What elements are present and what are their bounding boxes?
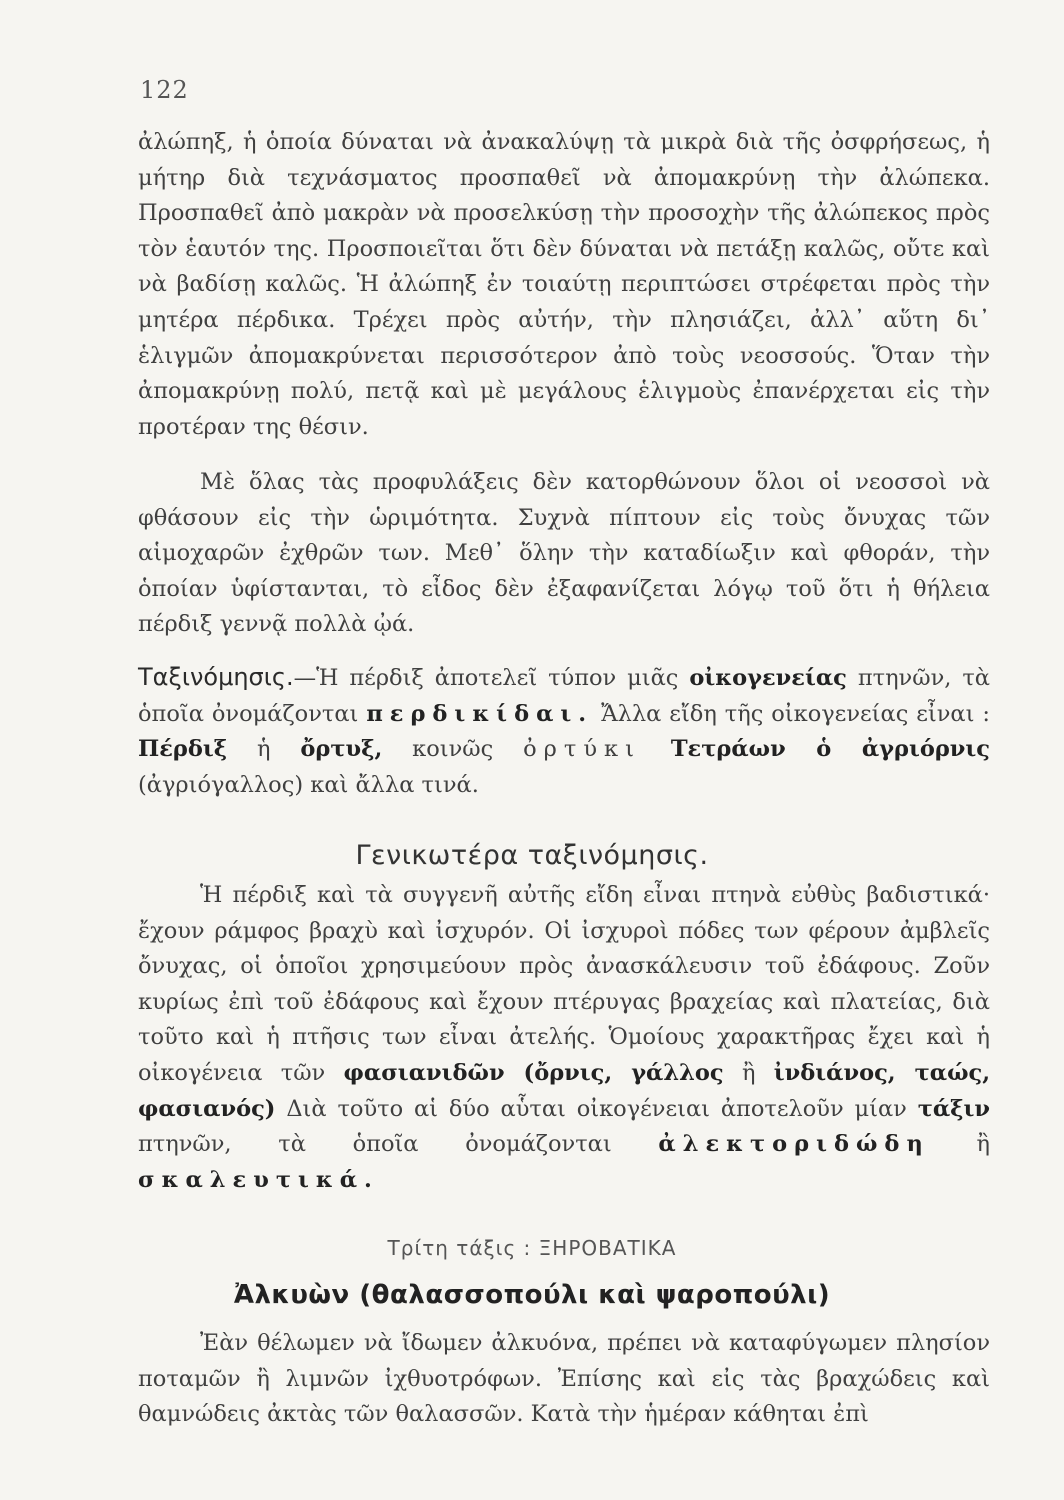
text-run: Ἡ πέρδιξ καὶ τὰ συγγενῆ αὐτῆς εἴδη εἶναι πτηνὰ εὐθὺς βαδιστικά· ἔχουν ράμφος βραχὺ καὶ ἰσχυρόν. Οἱ ἰσχυροὶ πόδες των φέρουν ἀμβλεῖς ὄνυχας, οἱ ὁποῖοι χρησιμεύουν πρὸς ἀνασκάλευσιν τοῦ ἐδάφους. Ζοῦν κυρίως ἐπὶ τοῦ ἐδάφους καὶ ἔχουν πτέρυγας βραχείας καὶ πλατείας, διὰ τοῦτο καὶ ἡ πτῆσις των εἶναι ἀτελής. Ὁμοίους χαρακτῆρας ἔχει καὶ ἡ οἰκογένεια τῶν (138, 882, 990, 1086)
species-tetraon: Τετράων ὁ ἀγριόρνις (670, 736, 991, 763)
paragraph-predators: Μὲ ὅλας τὰς προφυλάξεις δὲν κατορθώνουν ὅλοι οἱ νεοσσοὶ νὰ φθάσουν εἰς τὴν ὡριμότητα. Συχνὰ πίπτουν εἰς τοὺς ὄνυχας τῶν αἱμοχαρῶν ἐχθρῶν των. Μεθ᾿ ὅλην τὴν καταδίωξιν καὶ φθοράν, τὴν ὁποίαν ὑφίστανται, τὸ εἶδος δὲν ἐξαφανίζεται λόγῳ τοῦ ὅτι ἡ θήλεια πέρδιξ γεννᾷ πολλὰ ᾠά. (138, 469, 990, 638)
text-run: ἡ (257, 736, 271, 763)
heading-kingfisher: Ἀλκυὼν (θαλασσοπούλι καὶ ψαροπούλι) (233, 1280, 831, 1310)
text-run: Διὰ τοῦτο αἱ δύο αὗται οἰκογένειαι ἀποτελοῦν μίαν (286, 1095, 907, 1122)
text-run: πτηνῶν, τὰ ὁποῖα ὀνομάζονται (138, 1131, 612, 1158)
term-order: τάξιν (917, 1095, 990, 1122)
term-alektoridodi: ἀλεκτοριδώδη (658, 1131, 930, 1158)
text-run: Ἄλλα εἴδη τῆς οἰκογενείας εἶναι : (601, 700, 990, 727)
text-run: ἢ (976, 1131, 990, 1158)
term-ortyki: ὀρτύκι (523, 736, 641, 763)
paragraph-fox-escape: ἀλώπηξ, ἡ ὁποία δύναται νὰ ἀνακαλύψῃ τὰ μικρὰ διὰ τῆς ὀσφρήσεως, ἡ μήτηρ διὰ τεχνάσματος προσπαθεῖ νὰ ἀπομακρύνῃ τὴν ἀλώπεκα. Προσπαθεῖ ἀπὸ μακρὰν νὰ προσελκύσῃ τὴν προσοχὴν τῆς ἀλώπεκος πρὸς τὸν ἑαυτόν της. Προσποιεῖται ὅτι δὲν δύναται νὰ πετάξῃ καλῶς, οὔτε καὶ νὰ βαδίσῃ καλῶς. Ἡ ἀλώπηξ ἐν τοιαύτῃ περιπτώσει στρέφεται πρὸς τὴν μητέρα πέρδικα. Τρέχει πρὸς αὐτήν, τὴν πλησιάζει, ἀλλ᾿ αὕτη δι᾿ ἑλιγμῶν ἀπομακρύνεται περισσότερον ἀπὸ τοὺς νεοσσούς. Ὅταν τὴν ἀπομακρύνῃ πολύ, πετᾷ καὶ μὲ μεγάλους ἑλιγμοὺς ἐπανέρχεται εἰς τὴν προτέραν της θέσιν. (138, 129, 990, 440)
term-phasianidai: φασιανιδῶν (ὄρνις, γάλλος (343, 1059, 724, 1086)
text-run: ἢ (741, 1059, 756, 1086)
paragraph-classification (138, 660, 990, 803)
term-skaleutika: σκαλευτικά. (138, 1166, 379, 1193)
page-number: 122 (140, 76, 189, 104)
paragraph-kingfisher: Ἐὰν θέλωμεν νὰ ἴδωμεν ἀλκυόνα, πρέπει νὰ καταφύγωμεν πλησίον ποταμῶν ἢ λιμνῶν ἰχθυοτρόφων. Ἐπίσης καὶ εἰς τὰς βραχώδεις καὶ θαμνώδεις ἀκτὰς τῶν θαλασσῶν. Κατὰ τὴν ἡμέραν κάθηται ἐπὶ (138, 1330, 990, 1428)
term-turkey-list: ἰνδιάνος, ταώς, φασιανός) (138, 1059, 991, 1122)
term-perdikidai: περδικίδαι. (366, 700, 594, 727)
text-run: (ἀγριόγαλλος) καὶ ἄλλα τινά. (138, 771, 479, 798)
text-run: Ἡ πέρδιξ ἀποτελεῖ τύπον μιᾶς (316, 665, 679, 691)
heading-general-classification: Γενικωτέρα ταξινόμησις. (355, 840, 709, 871)
species-perdix: Πέρδιξ (138, 736, 228, 763)
species-ortyx: ὄρτυξ, (300, 736, 383, 763)
classification-label: Ταξινόμησις. (138, 663, 294, 691)
text-run: πτηνῶν, τὰ ὁποῖα ὀνομάζονται (138, 665, 990, 727)
term-family: οἰκογενείας (689, 665, 847, 691)
text-run: κοινῶς (412, 736, 494, 763)
paragraph-general (138, 878, 990, 1198)
dash: — (293, 665, 317, 691)
heading-third-order: Τρίτη τάξις : ΞΗΡΟΒΑΤΙΚΑ (387, 1236, 677, 1260)
